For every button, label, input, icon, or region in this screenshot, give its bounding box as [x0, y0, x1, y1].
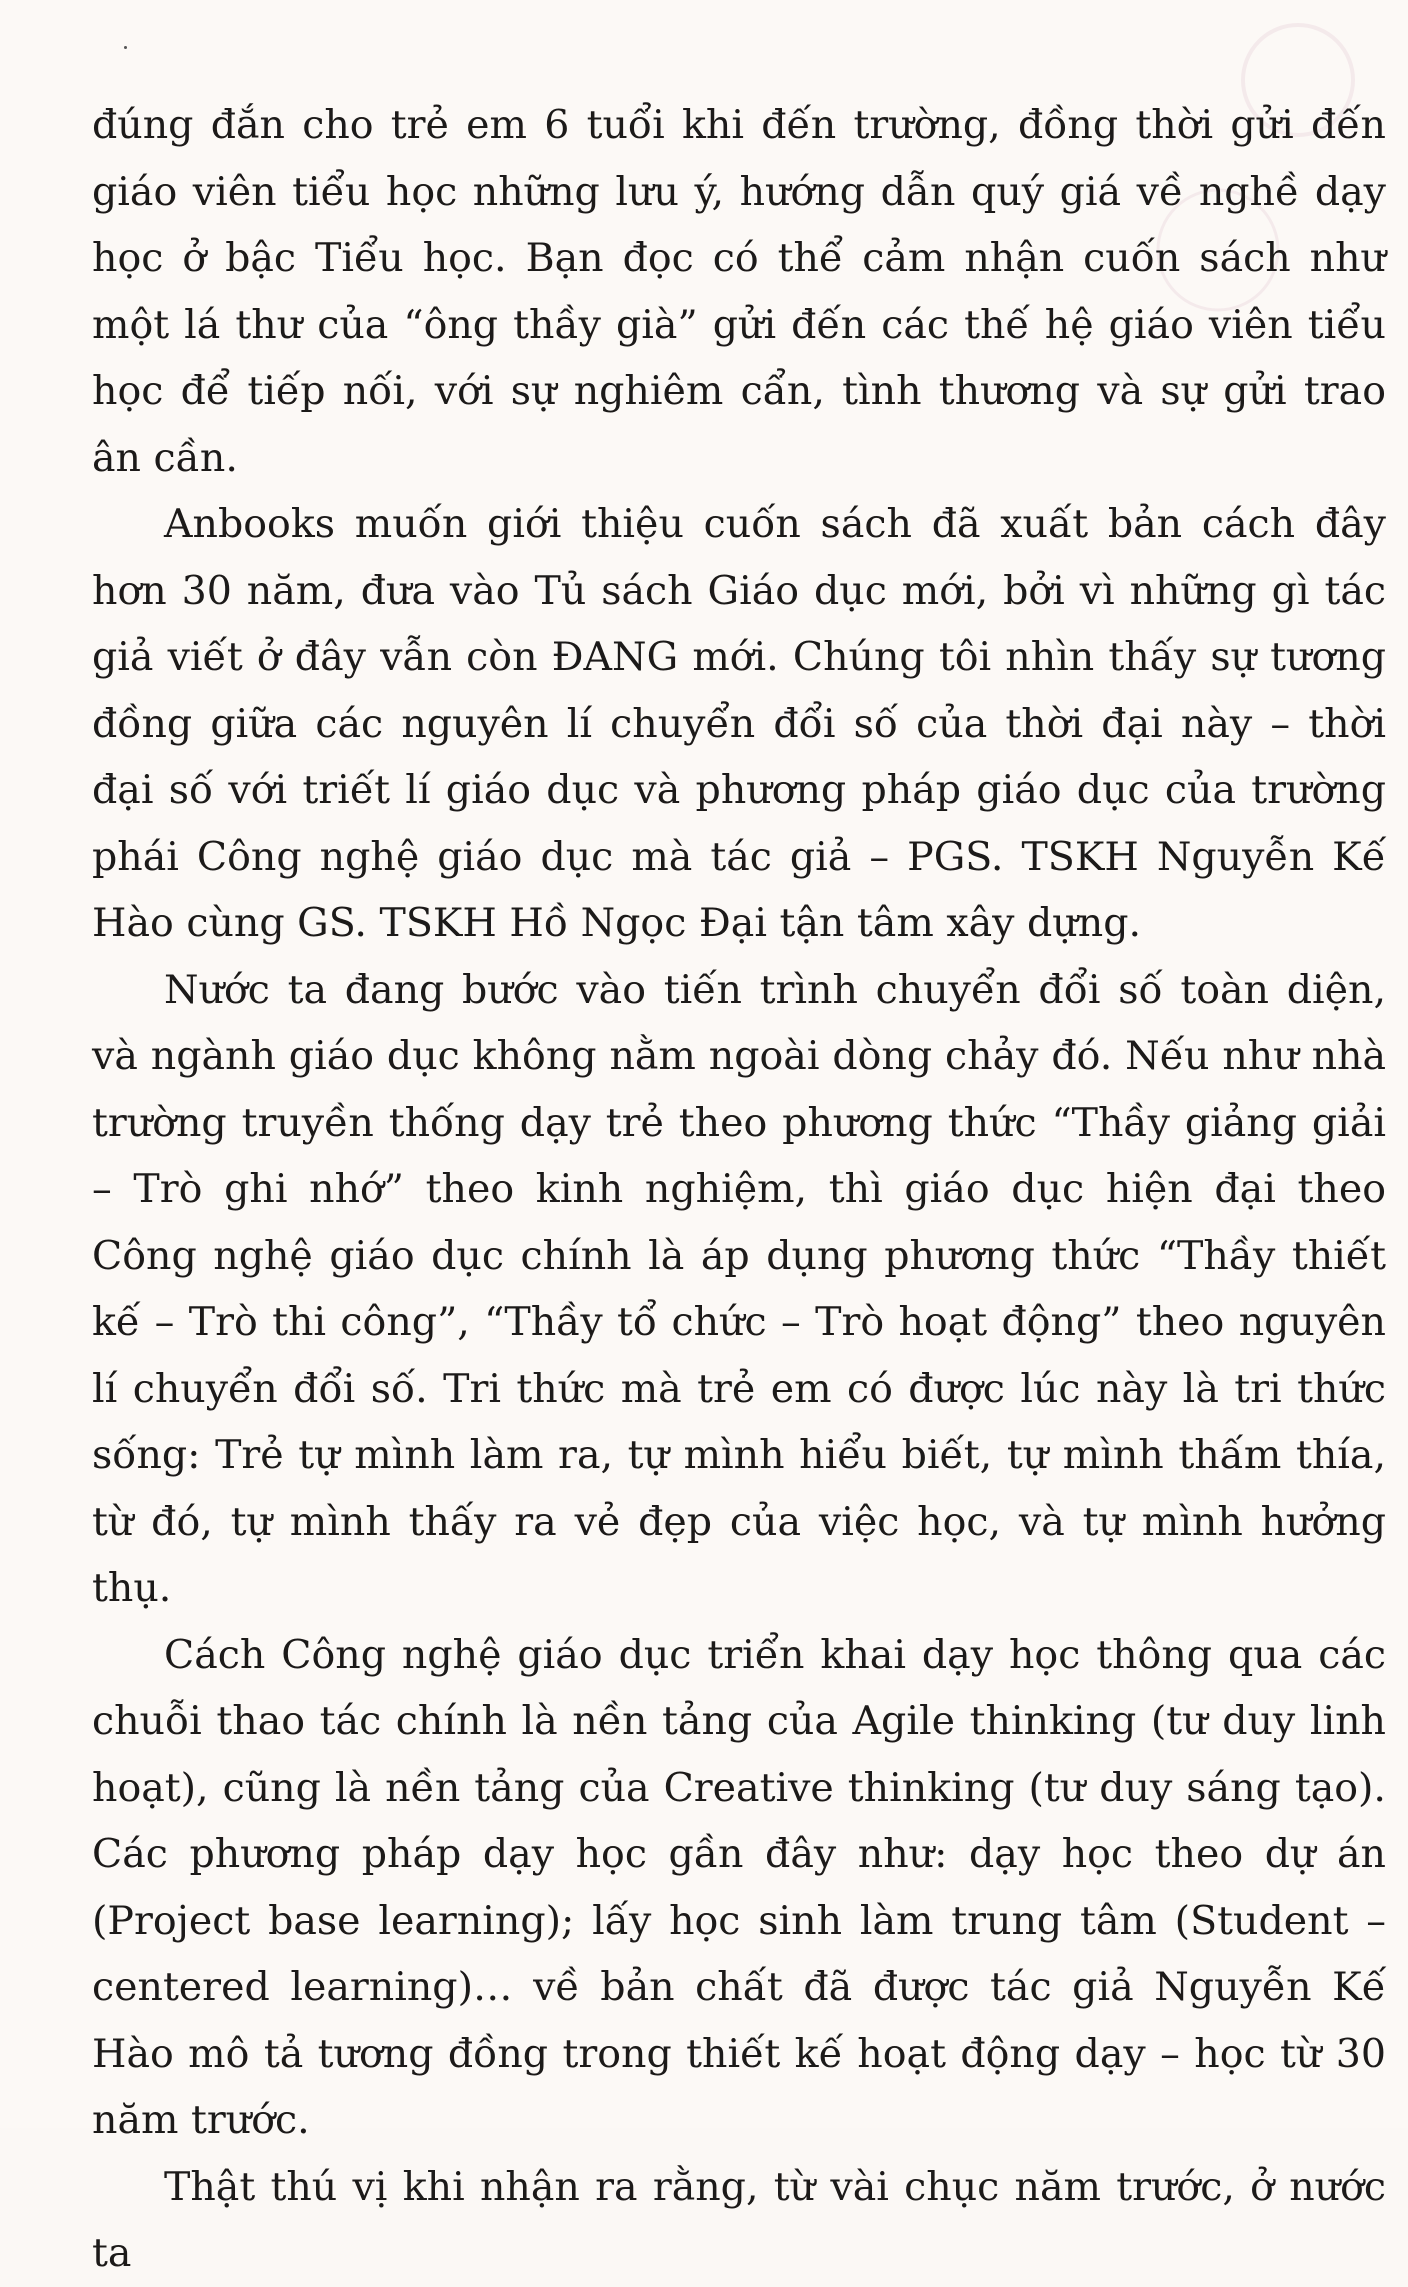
- paragraph-4: Cách Công nghệ giáo dục triển khai dạy học thông qua các chuỗi thao tác chính là nền tảng của Agile thinking (tư duy linh hoạt), cũng là nền tảng của Creative thinking (tư duy sáng tạo). Các phương pháp dạy học gần đây như: dạy học theo dự án (Project base learning); lấy học sinh làm trung tâm (Student – centered learning)… về bản chất đã được tác giả Nguyễn Kế Hào mô tả tương đồng trong thiết kế hoạt động dạy – học từ 30 năm trước.: [92, 1631, 1386, 2143]
- body-text: [92, 92, 1386, 2287]
- paragraph-1: đúng đắn cho trẻ em 6 tuổi khi đến trường, đồng thời gửi đến giáo viên tiểu học những lưu ý, hướng dẫn quý giá về nghề dạy học ở bậc Tiểu học. Bạn đọc có thể cảm nhận cuốn sách như một lá thư của “ông thầy già” gửi đến các thế hệ giáo viên tiểu học để tiếp nối, với sự nghiêm cẩn, tình thương và sự gửi trao ân cần.: [92, 102, 1386, 481]
- page-speck: [124, 46, 127, 49]
- paragraph-5: Thật thú vị khi nhận ra rằng, từ vài chục năm trước, ở nước ta: [92, 2163, 1386, 2276]
- paragraph-3: Nước ta đang bước vào tiến trình chuyển đổi số toàn diện, và ngành giáo dục không nằm ngoài dòng chảy đó. Nếu như nhà trường truyền thống dạy trẻ theo phương thức “Thầy giảng giải – Trò ghi nhớ” theo kinh nghiệm, thì giáo dục hiện đại theo Công nghệ giáo dục chính là áp dụng phương thức “Thầy thiết kế – Trò thi công”, “Thầy tổ chức – Trò hoạt động” theo nguyên lí chuyển đổi số. Tri thức mà trẻ em có được lúc này là tri thức sống: Trẻ tự mình làm ra, tự mình hiểu biết, tự mình thấm thía, từ đó, tự mình thấy ra vẻ đẹp của việc học, và tự mình hưởng thụ.: [92, 966, 1386, 1611]
- paragraph-2: Anbooks muốn giới thiệu cuốn sách đã xuất bản cách đây hơn 30 năm, đưa vào Tủ sách Giáo dục mới, bởi vì những gì tác giả viết ở đây vẫn còn ĐANG mới. Chúng tôi nhìn thấy sự tương đồng giữa các nguyên lí chuyển đổi số của thời đại này – thời đại số với triết lí giáo dục và phương pháp giáo dục của trường phái Công nghệ giáo dục mà tác giả – PGS. TSKH Nguyễn Kế Hào cùng GS. TSKH Hồ Ngọc Đại tận tâm xây dựng.: [92, 501, 1386, 946]
